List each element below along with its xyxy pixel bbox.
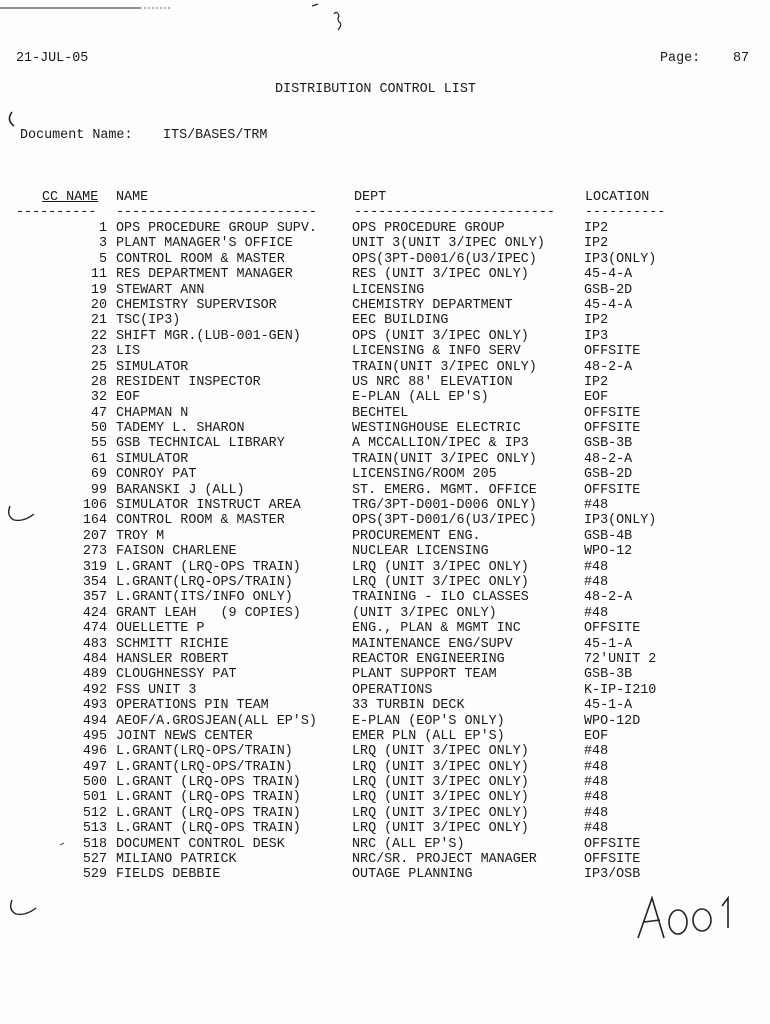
cell-dept: LRQ (UNIT 3/IPEC ONLY)	[352, 759, 529, 775]
cell-name: RESIDENT INSPECTOR	[116, 374, 261, 390]
cell-name: L.GRANT (LRQ-OPS TRAIN)	[116, 790, 301, 806]
cell-location: OFFSITE	[584, 421, 641, 437]
cell-dept: UNIT 3(UNIT 3/IPEC ONLY)	[352, 236, 545, 252]
cell-dept: CHEMISTRY DEPARTMENT	[352, 297, 513, 313]
cell-dept: LICENSING & INFO SERV	[352, 344, 521, 360]
table-row	[0, 683, 770, 698]
cell-name: PLANT MANAGER'S OFFICE	[116, 236, 293, 252]
cell-dept: OUTAGE PLANNING	[352, 867, 473, 883]
cell-cc-name: 492	[82, 682, 107, 698]
cell-cc-name: 25	[90, 359, 107, 375]
cell-cc-name: 354	[82, 574, 107, 590]
cell-location: 45-1-A	[584, 636, 633, 652]
cell-dept: TRAIN(UNIT 3/IPEC ONLY)	[352, 359, 537, 375]
cell-dept: A MCCALLION/IPEC & IP3	[352, 436, 529, 452]
cell-location: OFFSITE	[584, 836, 641, 852]
table-row	[0, 529, 770, 544]
cell-dept: RES (UNIT 3/IPEC ONLY)	[352, 267, 529, 283]
table-row	[0, 252, 770, 267]
cell-cc-name: 207	[82, 528, 107, 544]
cell-location: EOF	[584, 390, 609, 406]
cell-location: 48-2-A	[584, 359, 633, 375]
table-row	[0, 560, 770, 575]
cell-cc-name: 32	[90, 390, 107, 406]
cell-name: TROY M	[116, 528, 165, 544]
cell-cc-name: 28	[90, 374, 107, 390]
cell-location: IP3(ONLY)	[584, 251, 657, 267]
cell-name: SIMULATOR INSTRUCT AREA	[116, 498, 301, 514]
table-row	[0, 375, 770, 390]
cell-location: #48	[584, 821, 609, 837]
cell-name: SHIFT MGR.(LUB-001-GEN)	[116, 328, 301, 344]
cell-name: CHEMISTRY SUPERVISOR	[116, 297, 277, 313]
table-row	[0, 775, 770, 790]
table-row	[0, 313, 770, 328]
page-number: 87	[733, 51, 750, 66]
table-row	[0, 714, 770, 729]
cell-location: #48	[584, 744, 609, 760]
report-date: 21-JUL-05	[16, 51, 89, 66]
page-label: Page:	[660, 51, 701, 66]
cell-dept: REACTOR ENGINEERING	[352, 651, 505, 667]
column-header-dept: DEPT	[354, 190, 387, 205]
cell-cc-name: 319	[82, 559, 107, 575]
table-row	[0, 344, 770, 359]
table-row	[0, 744, 770, 759]
cell-cc-name: 99	[90, 482, 107, 498]
table-row	[0, 236, 770, 251]
table-row	[0, 837, 770, 852]
cell-location: GSB-3B	[584, 436, 633, 452]
cell-name: L.GRANT(LRQ-OPS/TRAIN)	[116, 574, 293, 590]
cell-name: L.GRANT (LRQ-OPS TRAIN)	[116, 775, 301, 791]
cell-location: #48	[584, 605, 609, 621]
cell-cc-name: 494	[82, 713, 107, 729]
cell-location: GSB-2D	[584, 282, 633, 298]
table-row	[0, 637, 770, 652]
table-row	[0, 698, 770, 713]
cell-name: L.GRANT (LRQ-OPS TRAIN)	[116, 559, 301, 575]
cell-location: OFFSITE	[584, 405, 641, 421]
cell-cc-name: 527	[82, 852, 107, 868]
cell-cc-name: 518	[82, 836, 107, 852]
cell-cc-name: 22	[90, 328, 107, 344]
column-header-location: LOCATION	[585, 190, 650, 205]
document-name-value: ITS/BASES/TRM	[163, 128, 268, 143]
cell-location: IP2	[584, 236, 609, 252]
cell-cc-name: 493	[82, 698, 107, 714]
cell-dept: LRQ (UNIT 3/IPEC ONLY)	[352, 805, 529, 821]
cell-location: OFFSITE	[584, 344, 641, 360]
cell-cc-name: 474	[82, 621, 107, 637]
cell-cc-name: 61	[90, 451, 107, 467]
cell-dept: NRC/SR. PROJECT MANAGER	[352, 852, 537, 868]
table-row	[0, 790, 770, 805]
cell-dept: OPERATIONS	[352, 682, 433, 698]
cell-cc-name: 357	[82, 590, 107, 606]
cell-name: OPERATIONS PIN TEAM	[116, 698, 269, 714]
cell-location: 45-1-A	[584, 698, 633, 714]
cell-name: FSS UNIT 3	[116, 682, 197, 698]
cell-name: OUELLETTE P	[116, 621, 205, 637]
cell-dept: TRAIN(UNIT 3/IPEC ONLY)	[352, 451, 537, 467]
cell-dept: PROCUREMENT ENG.	[352, 528, 481, 544]
cell-cc-name: 21	[90, 313, 107, 329]
cell-dept: ENG., PLAN & MGMT INC	[352, 621, 521, 637]
cell-name: GRANT LEAH (9 COPIES)	[116, 605, 301, 621]
cell-location: IP3/OSB	[584, 867, 641, 883]
table-row	[0, 544, 770, 559]
table-row	[0, 867, 770, 882]
cell-name: FAISON CHARLENE	[116, 544, 237, 560]
table-row	[0, 421, 770, 436]
cell-location: 48-2-A	[584, 451, 633, 467]
cell-dept: LRQ (UNIT 3/IPEC ONLY)	[352, 790, 529, 806]
cell-name: MILIANO PATRICK	[116, 852, 237, 868]
cell-dept: TRAINING - ILO CLASSES	[352, 590, 529, 606]
cell-cc-name: 3	[98, 236, 107, 252]
table-row	[0, 729, 770, 744]
table-row	[0, 390, 770, 405]
cell-dept: OPS PROCEDURE GROUP	[352, 221, 505, 236]
cell-name: STEWART ANN	[116, 282, 205, 298]
cell-name: LIS	[116, 344, 141, 360]
cell-location: OFFSITE	[584, 482, 641, 498]
table-row	[0, 483, 770, 498]
cell-dept: LRQ (UNIT 3/IPEC ONLY)	[352, 559, 529, 575]
cell-dept: E-PLAN (ALL EP'S)	[352, 390, 489, 406]
cell-name: TSC(IP3)	[116, 313, 181, 329]
cell-location: #48	[584, 775, 609, 791]
cell-cc-name: 47	[90, 405, 107, 421]
cell-location: IP3	[584, 328, 609, 344]
cell-dept: LRQ (UNIT 3/IPEC ONLY)	[352, 775, 529, 791]
cell-cc-name: 500	[82, 775, 107, 791]
cell-dept: EEC BUILDING	[352, 313, 449, 329]
table-row	[0, 283, 770, 298]
document-title: DISTRIBUTION CONTROL LIST	[275, 82, 476, 97]
cell-location: 72'UNIT 2	[584, 651, 657, 667]
table-row	[0, 298, 770, 313]
cell-cc-name: 50	[90, 421, 107, 437]
cell-location: IP2	[584, 374, 609, 390]
cell-cc-name: 483	[82, 636, 107, 652]
distribution-table	[0, 221, 770, 883]
cell-name: CONTROL ROOM & MASTER	[116, 513, 285, 529]
cell-name: AEOF/A.GROSJEAN(ALL EP'S)	[116, 713, 317, 729]
cell-name: JOINT NEWS CENTER	[116, 728, 253, 744]
cell-location: IP3(ONLY)	[584, 513, 657, 529]
cell-cc-name: 489	[82, 667, 107, 683]
cell-cc-name: 273	[82, 544, 107, 560]
cell-location: #48	[584, 805, 609, 821]
separator-cc: ----------	[16, 205, 97, 220]
table-row	[0, 667, 770, 682]
cell-name: RES DEPARTMENT MANAGER	[116, 267, 293, 283]
cell-cc-name: 164	[82, 513, 107, 529]
column-header-cc-name: CC_NAME	[42, 190, 99, 205]
table-row	[0, 821, 770, 836]
cell-location: WPO-12D	[584, 713, 641, 729]
separator-dept: -------------------------	[354, 205, 555, 220]
cell-cc-name: 19	[90, 282, 107, 298]
table-row	[0, 498, 770, 513]
cell-name: TADEMY L. SHARON	[116, 421, 245, 437]
table-row	[0, 467, 770, 482]
cell-dept: BECHTEL	[352, 405, 409, 421]
cell-location: IP2	[584, 221, 609, 236]
table-row	[0, 513, 770, 528]
cell-dept: MAINTENANCE ENG/SUPV	[352, 636, 513, 652]
cell-location: GSB-2D	[584, 467, 633, 483]
cell-cc-name: 484	[82, 651, 107, 667]
cell-location: #48	[584, 574, 609, 590]
cell-dept: WESTINGHOUSE ELECTRIC	[352, 421, 521, 437]
cell-cc-name: 495	[82, 728, 107, 744]
cell-dept: OPS(3PT-D001/6(U3/IPEC)	[352, 513, 537, 529]
cell-name: L.GRANT(LRQ-OPS/TRAIN)	[116, 759, 293, 775]
cell-name: SIMULATOR	[116, 451, 189, 467]
cell-dept: PLANT SUPPORT TEAM	[352, 667, 497, 683]
table-row	[0, 760, 770, 775]
cell-dept: EMER PLN (ALL EP'S)	[352, 728, 505, 744]
cell-cc-name: 23	[90, 344, 107, 360]
cell-dept: LRQ (UNIT 3/IPEC ONLY)	[352, 574, 529, 590]
cell-dept: TRG/3PT-D001-D006 ONLY)	[352, 498, 537, 514]
cell-location: WPO-12	[584, 544, 633, 560]
table-row	[0, 575, 770, 590]
table-row	[0, 267, 770, 282]
table-row	[0, 621, 770, 636]
cell-cc-name: 497	[82, 759, 107, 775]
cell-location: OFFSITE	[584, 621, 641, 637]
cell-name: CHAPMAN N	[116, 405, 189, 421]
cell-location: 45-4-A	[584, 267, 633, 283]
handwritten-note	[630, 888, 740, 943]
cell-cc-name: 512	[82, 805, 107, 821]
table-row	[0, 221, 770, 236]
table-row	[0, 852, 770, 867]
cell-cc-name: 5	[98, 251, 107, 267]
cell-cc-name: 55	[90, 436, 107, 452]
table-row	[0, 452, 770, 467]
cell-location: GSB-4B	[584, 528, 633, 544]
cell-name: HANSLER ROBERT	[116, 651, 229, 667]
table-row	[0, 606, 770, 621]
table-row	[0, 329, 770, 344]
document-name-label: Document Name:	[20, 128, 133, 143]
cell-location: #48	[584, 759, 609, 775]
cell-name: SIMULATOR	[116, 359, 189, 375]
cell-cc-name: 11	[90, 267, 107, 283]
cell-name: CONROY PAT	[116, 467, 197, 483]
cell-name: FIELDS DEBBIE	[116, 867, 221, 883]
cell-cc-name: 106	[82, 498, 107, 514]
table-row	[0, 590, 770, 605]
cell-location: #48	[584, 498, 609, 514]
cell-location: #48	[584, 790, 609, 806]
separator-location: ----------	[585, 205, 666, 220]
cell-name: CLOUGHNESSY PAT	[116, 667, 237, 683]
cell-name: GSB TECHNICAL LIBRARY	[116, 436, 285, 452]
table-row	[0, 360, 770, 375]
cell-cc-name: 69	[90, 467, 107, 483]
cell-name: BARANSKI J (ALL)	[116, 482, 245, 498]
cell-name: DOCUMENT CONTROL DESK	[116, 836, 285, 852]
cell-location: K-IP-I210	[584, 682, 657, 698]
cell-name: L.GRANT(ITS/INFO ONLY)	[116, 590, 293, 606]
cell-cc-name: 20	[90, 297, 107, 313]
column-header-name: NAME	[116, 190, 149, 205]
cell-cc-name: 529	[82, 867, 107, 883]
cell-dept: LICENSING/ROOM 205	[352, 467, 497, 483]
cell-location: 48-2-A	[584, 590, 633, 606]
cell-dept: OPS(3PT-D001/6(U3/IPEC)	[352, 251, 537, 267]
cell-dept: LRQ (UNIT 3/IPEC ONLY)	[352, 744, 529, 760]
cell-location: OFFSITE	[584, 852, 641, 868]
cell-dept: NRC (ALL EP'S)	[352, 836, 465, 852]
cell-name: L.GRANT(LRQ-OPS/TRAIN)	[116, 744, 293, 760]
cell-cc-name: 496	[82, 744, 107, 760]
cell-location: IP2	[584, 313, 609, 329]
cell-dept: NUCLEAR LICENSING	[352, 544, 489, 560]
cell-name: CONTROL ROOM & MASTER	[116, 251, 285, 267]
cell-name: SCHMITT RICHIE	[116, 636, 229, 652]
cell-location: 45-4-A	[584, 297, 633, 313]
cell-cc-name: 424	[82, 605, 107, 621]
cell-name: EOF	[116, 390, 141, 406]
cell-name: L.GRANT (LRQ-OPS TRAIN)	[116, 821, 301, 837]
separator-name: -------------------------	[116, 205, 317, 220]
cell-cc-name: 513	[82, 821, 107, 837]
cell-cc-name: 1	[98, 221, 107, 236]
cell-dept: LRQ (UNIT 3/IPEC ONLY)	[352, 821, 529, 837]
cell-dept: ST. EMERG. MGMT. OFFICE	[352, 482, 537, 498]
cell-dept: LICENSING	[352, 282, 425, 298]
cell-location: EOF	[584, 728, 609, 744]
cell-dept: (UNIT 3/IPEC ONLY)	[352, 605, 497, 621]
cell-dept: 33 TURBIN DECK	[352, 698, 465, 714]
cell-cc-name: 501	[82, 790, 107, 806]
cell-location: GSB-3B	[584, 667, 633, 683]
cell-dept: US NRC 88' ELEVATION	[352, 374, 513, 390]
table-row	[0, 436, 770, 451]
cell-name: L.GRANT (LRQ-OPS TRAIN)	[116, 805, 301, 821]
cell-dept: OPS (UNIT 3/IPEC ONLY)	[352, 328, 529, 344]
cell-dept: E-PLAN (EOP'S ONLY)	[352, 713, 505, 729]
table-row	[0, 652, 770, 667]
table-row	[0, 406, 770, 421]
table-row	[0, 806, 770, 821]
cell-location: #48	[584, 559, 609, 575]
cell-name: OPS PROCEDURE GROUP SUPV.	[116, 221, 317, 236]
